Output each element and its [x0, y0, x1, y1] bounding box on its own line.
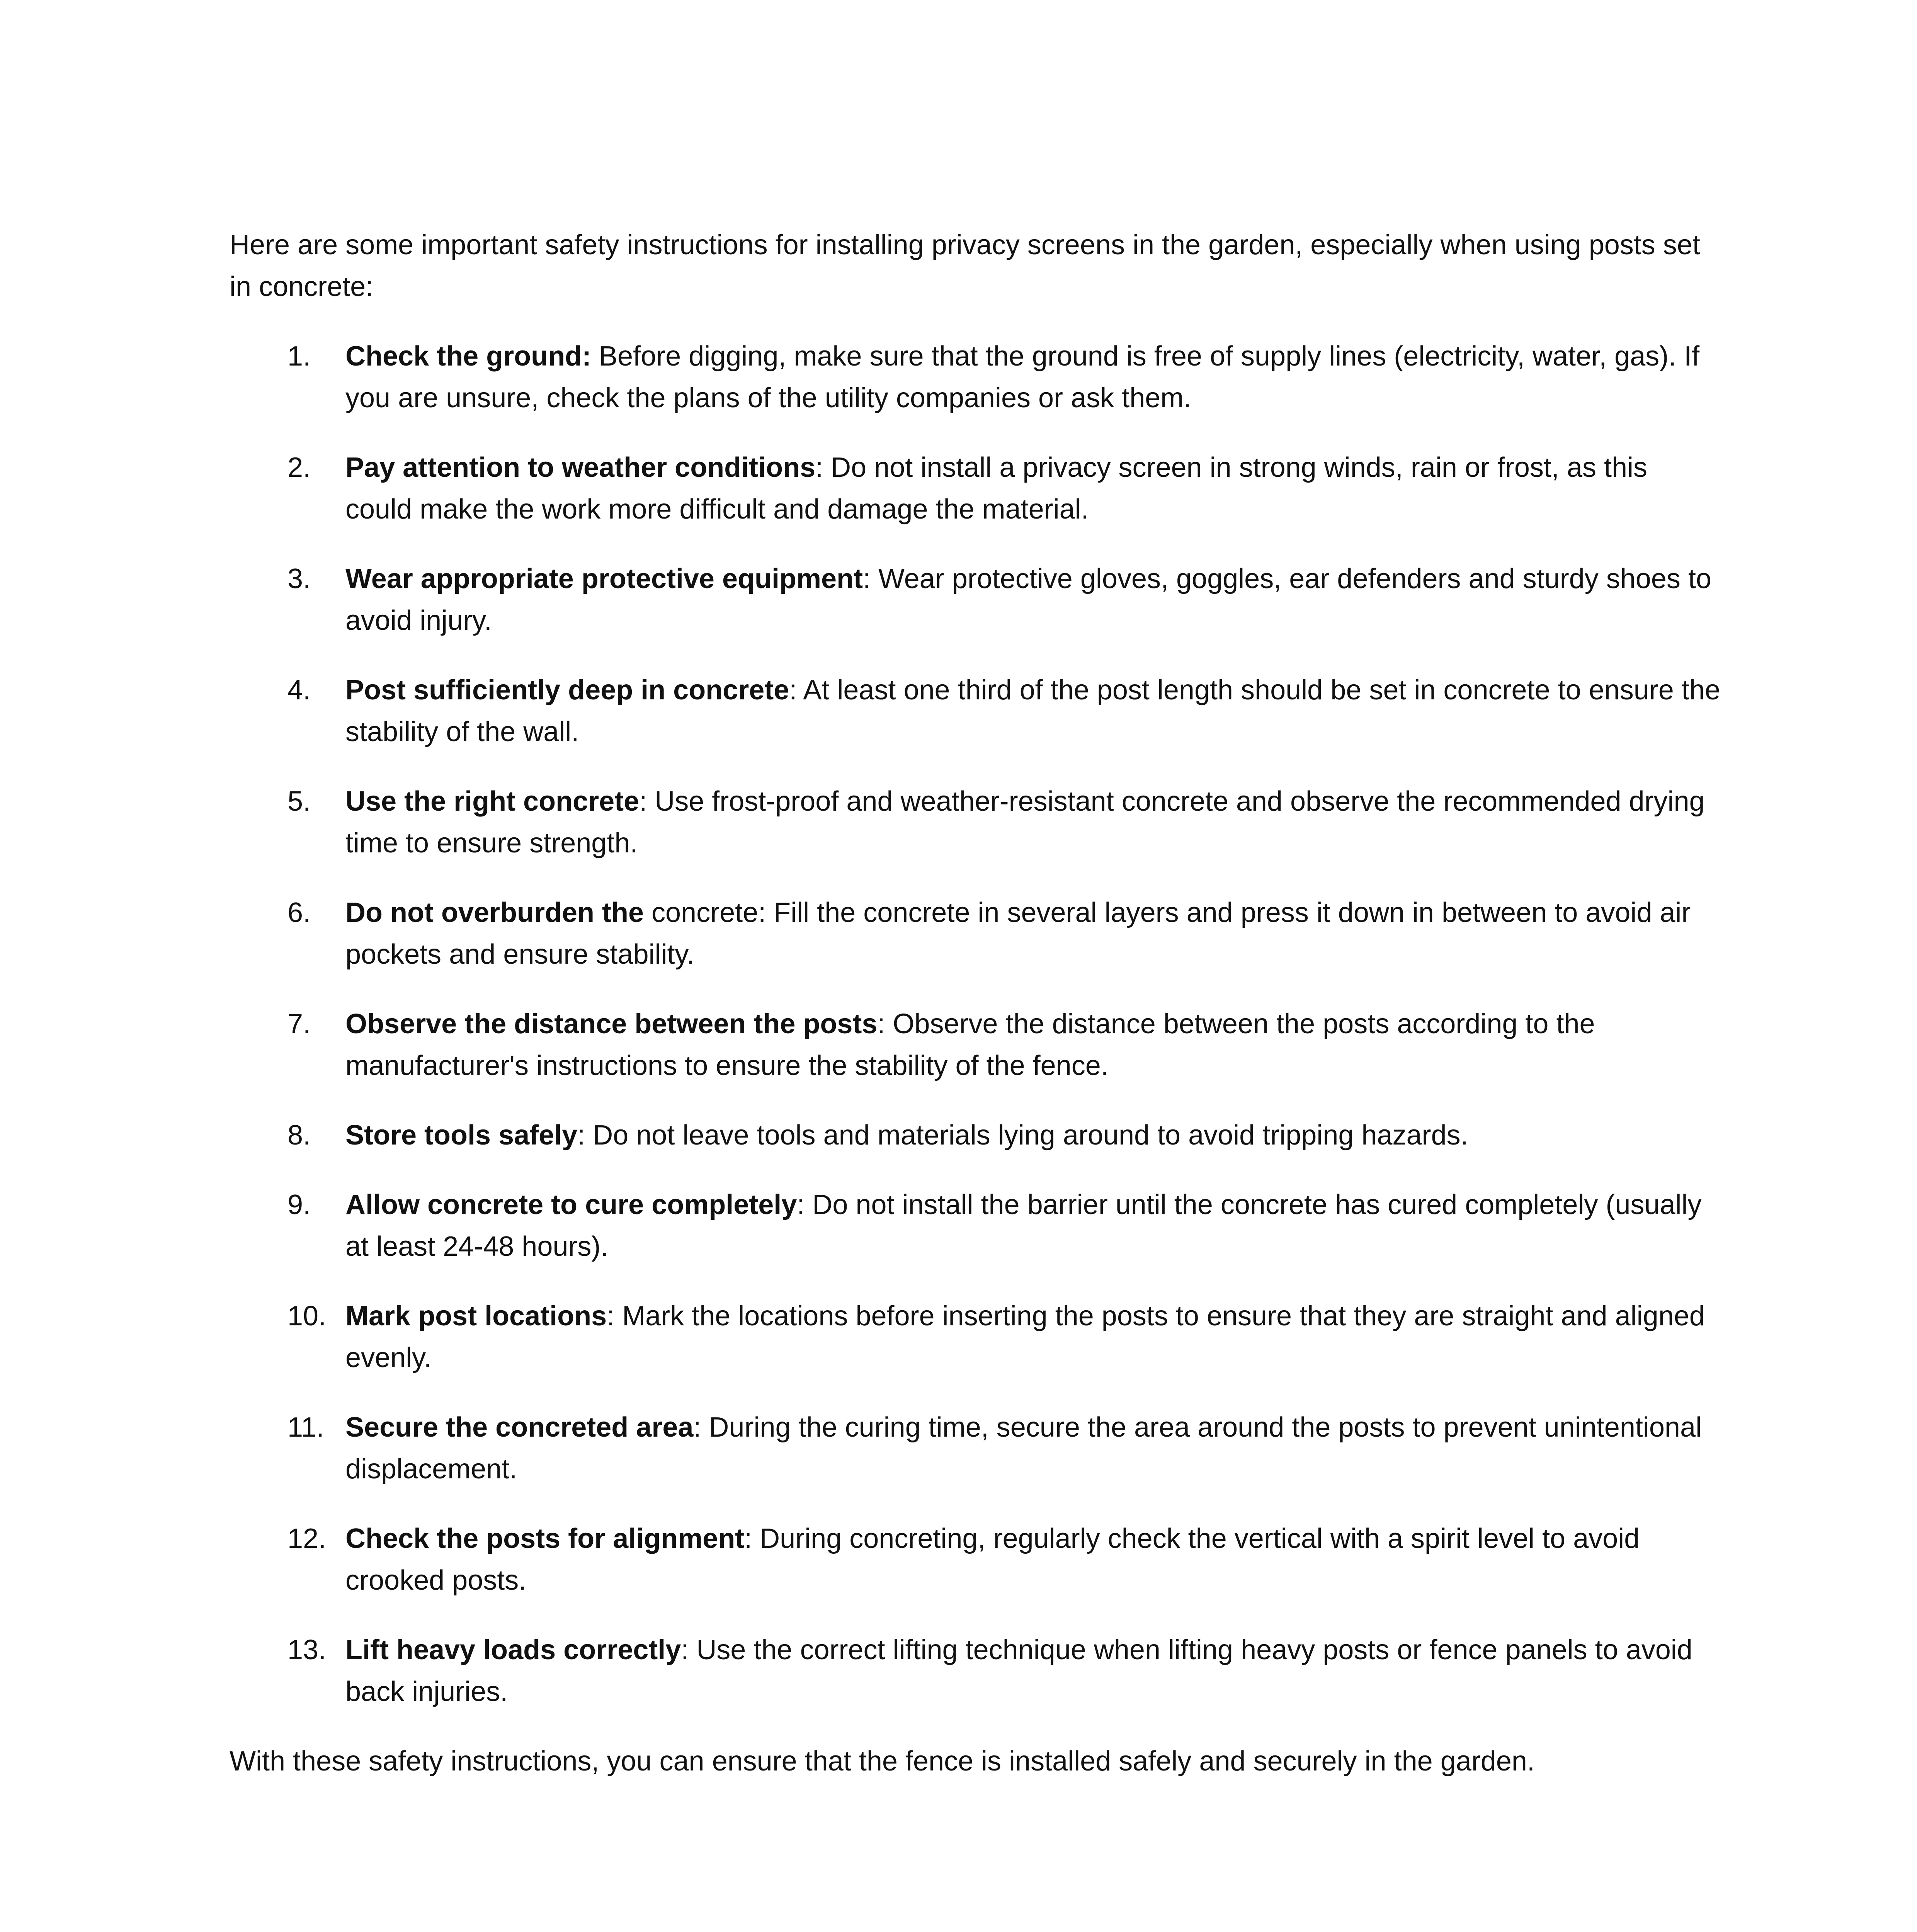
item-lead: Check the posts for alignment — [345, 1523, 745, 1554]
item-lead: Do not overburden the — [345, 897, 644, 928]
item-number: 3. — [287, 563, 311, 594]
item-number: 7. — [287, 1009, 311, 1039]
item-text: : During concreting, regularly check the vertical with a spirit level to avoid crooked posts. — [345, 1523, 1640, 1596]
item-number: 6. — [287, 897, 311, 928]
list-item — [230, 447, 1721, 530]
item-text: : Do not install the barrier until the concrete has cured completely (usually at least 24-48 hours). — [345, 1189, 1702, 1262]
list-item — [230, 1518, 1721, 1601]
item-lead: Check the ground: — [345, 341, 592, 372]
item-number: 10. — [287, 1301, 327, 1332]
item-number: 5. — [287, 786, 311, 817]
intro-paragraph: Here are some important safety instructions for installing privacy screens in the garden, especially when using posts set in concrete: — [230, 230, 1700, 302]
item-lead: Allow concrete to cure completely — [345, 1189, 797, 1220]
item-lead: Secure the concreted area — [345, 1412, 694, 1443]
list-item — [230, 335, 1721, 419]
list-item — [230, 1184, 1721, 1267]
item-text: : During the curing time, secure the area around the posts to prevent unintentional displacement. — [345, 1412, 1702, 1485]
safety-instructions-list — [230, 335, 1721, 1713]
list-item — [230, 1406, 1721, 1490]
item-number: 4. — [287, 675, 311, 706]
outro-paragraph: With these safety instructions, you can ensure that the fence is installed safely and securely in the garden. — [230, 1746, 1535, 1777]
item-text: : Do not install a privacy screen in strong winds, rain or frost, as this could make the work more difficult and damage the material. — [345, 452, 1648, 525]
item-lead: Observe the distance between the posts — [345, 1009, 878, 1039]
item-text: : Use the correct lifting technique when lifting heavy posts or fence panels to avoid back injuries. — [345, 1634, 1692, 1707]
list-item — [230, 669, 1721, 753]
item-text: : Mark the locations before inserting the posts to ensure that they are straight and aligned evenly. — [345, 1301, 1705, 1373]
list-item — [230, 1629, 1721, 1713]
item-number: 12. — [287, 1523, 327, 1554]
document-body — [230, 224, 1721, 1782]
item-lead: Lift heavy loads correctly — [345, 1634, 681, 1665]
item-text: : Do not leave tools and materials lying around to avoid tripping hazards. — [577, 1120, 1468, 1151]
item-number: 8. — [287, 1120, 311, 1151]
item-text: : Observe the distance between the posts according to the manufacturer's instructions to ensure the stability of the fence. — [345, 1009, 1595, 1081]
item-lead: Pay attention to weather conditions — [345, 452, 816, 483]
item-number: 2. — [287, 452, 311, 483]
item-number: 1. — [287, 341, 311, 372]
item-lead: Mark post locations — [345, 1301, 607, 1332]
list-item — [230, 1295, 1721, 1379]
item-text: : At least one third of the post length should be set in concrete to ensure the stability of the wall. — [345, 675, 1720, 747]
item-lead: Use the right concrete — [345, 786, 640, 817]
list-item — [230, 1003, 1721, 1087]
item-number: 13. — [287, 1634, 327, 1665]
item-lead: Wear appropriate protective equipment — [345, 563, 863, 594]
item-number: 9. — [287, 1189, 311, 1220]
item-lead: Store tools safely — [345, 1120, 578, 1151]
item-text: Before digging, make sure that the ground is free of supply lines (electricity, water, gas). If you are unsure, check the plans of the utility companies or ask them. — [345, 341, 1700, 413]
list-item — [230, 892, 1721, 975]
list-item — [230, 1114, 1721, 1156]
item-text: concrete: Fill the concrete in several layers and press it down in between to avoid air pockets and ensure stability. — [345, 897, 1691, 970]
item-lead: Post sufficiently deep in concrete — [345, 675, 789, 706]
list-item — [230, 558, 1721, 641]
list-item — [230, 781, 1721, 864]
item-text: : Wear protective gloves, goggles, ear defenders and sturdy shoes to avoid injury. — [345, 563, 1711, 636]
item-number: 11. — [287, 1412, 324, 1443]
item-text: : Use frost-proof and weather-resistant concrete and observe the recommended drying time to ensure strength. — [345, 786, 1705, 859]
